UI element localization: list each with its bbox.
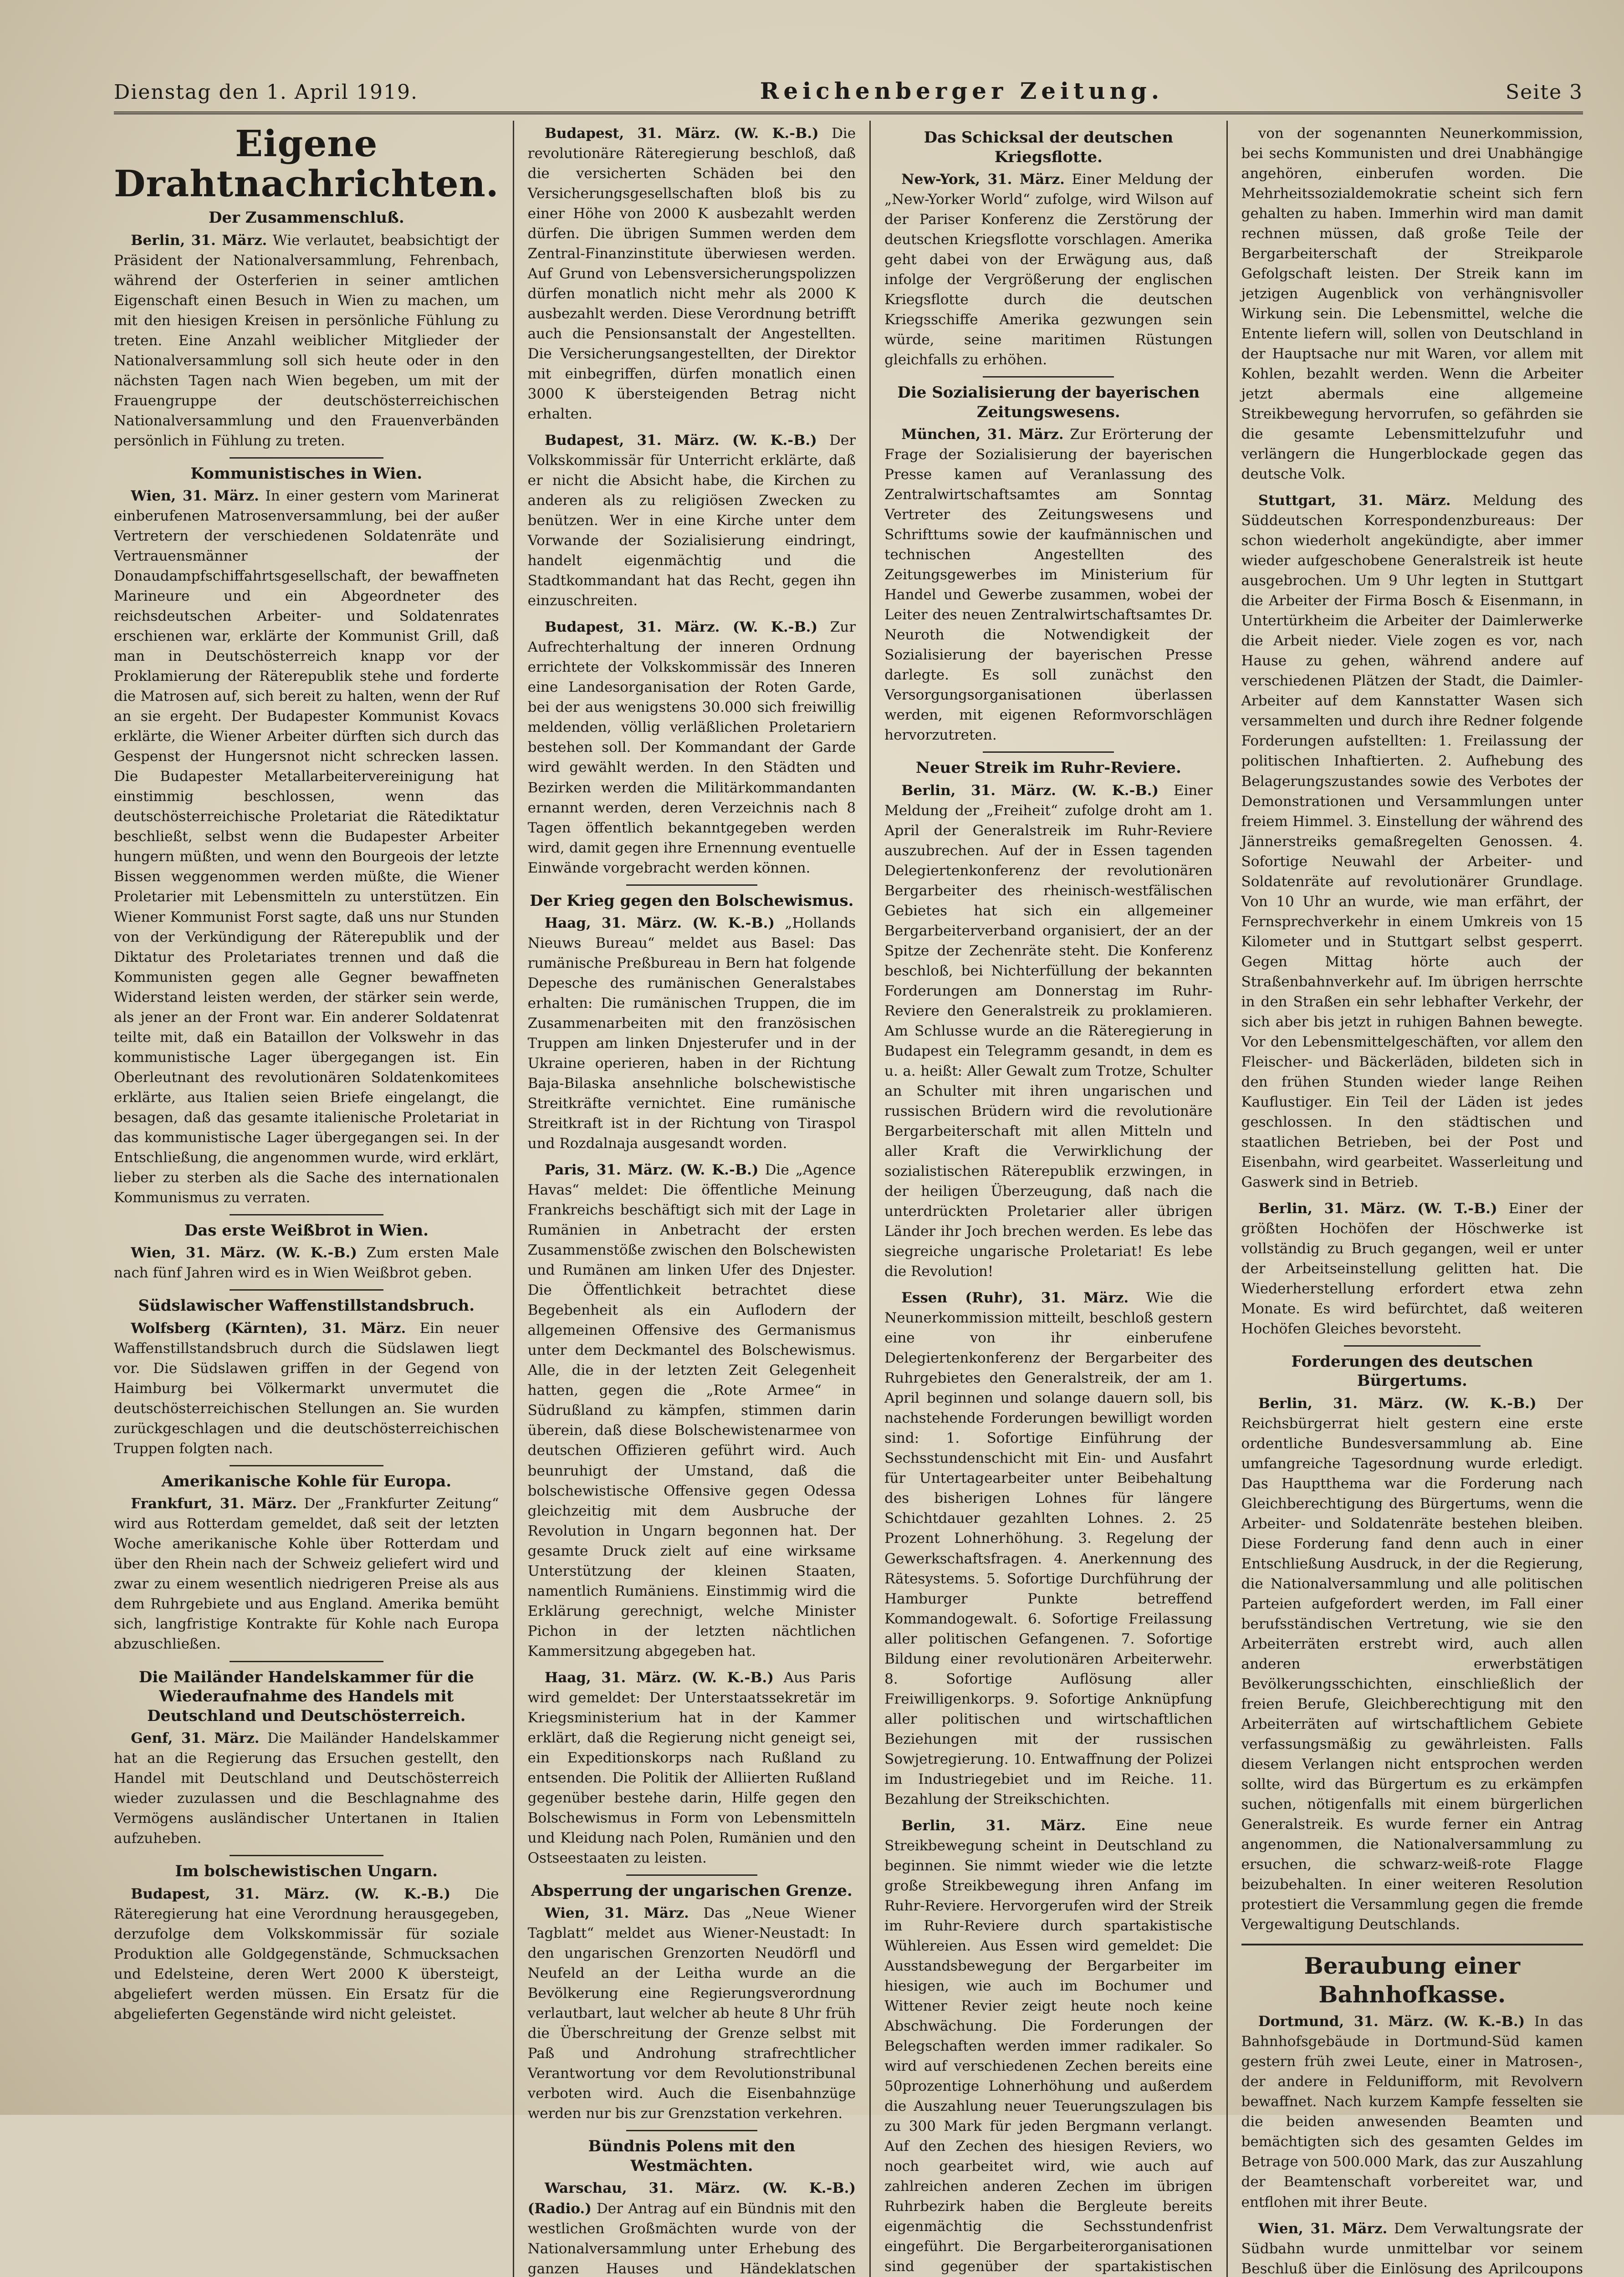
dateline: Wien, 31. März. xyxy=(545,1905,689,1921)
article-text: Zur Erörterung der Frage der Sozialisierung der bayerischen Presse kamen auf Veranlassung des Zentralwirtschaftsamtes am Sonntag Vertreter des Zeitungswesens und Schrifttums sowie der kaufmännischen und technischen Angestellten des Zeitungsgewerbes im Ministerium für Handel und Gewerbe zusammen, wobei der Leiter des neuen Zentralwirtschaftsamtes Dr. Neuroth die Notwendigkeit der Sozialisierung der bayerischen Presse darlegte. Es soll zunächst den Versorgungsorganisationen überlassen werden, mit eigenen Reformvorschlägen hervorzutreten. xyxy=(884,426,1212,743)
dateline: Berlin, 31. März. xyxy=(901,1818,1086,1834)
article-text: Zur Aufrechterhaltung der inneren Ordnung errichtete der Volkskommissär des Inneren eine Landesorganisation der Roten Garde, bei der aus wenigstens 30.000 sich freiwillig meldenden, völlig verläßlichen Proletariern bestehen soll. Der Kommandant der Garde wird gewählt werden. In den Städten und Bezirken werden die Militärkommandanten ernannt werden, deren Verzeichnis nach 8 Tagen öffentlich bekanntgegeben werden wird, damit gegen ihre Ernennung eventuelle Einwände vorgebracht werden können. xyxy=(528,619,856,876)
article-text: Der Reichsbürgerrat hielt gestern eine erste ordentliche Bundesversammlung ab. Eine umfangreiche Tagesordnung wurde erledigt. Das Hauptthema war die Forderung nach Gleichberechtigung des Bürgertums, wenn die Arbeiter- und Soldatenräte bestehen bleiben. Diese Forderung fand denn auch in einer Entschließung Ausdruck, in der die Regierung, die Nationalversammlung und alle politischen Parteien aufgefordert werden, im Fall einer berufsständischen Vertretung, wie sie den Arbeiterräten erstrebt wird, auch allen anderen erwerbstätigen Bevölkerungsschichten, einschließlich der freien Berufe, Gleichberechtigung mit den Arbeiterräten auf wirtschaftlichem Gebiete verfassungsmäßig zu gewährleisten. Falls diesem Verlangen nicht entsprochen werden sollte, wird das Bürgertum es zu erkämpfen suchen, nötigenfalls mit einem bürgerlichen Generalstreik. Es wurde ferner ein Antrag angenommen, die Nationalversammlung zu ersuchen, die schwarz-weiß-rote Flagge beizubehalten. In einer weiteren Resolution protestiert die Versammlung gegen die fremde Vergewaltigung Deutschlands. xyxy=(1241,1395,1583,1933)
article-body xyxy=(884,781,1212,1281)
dateline: Berlin, 31. März. (W. T.-B.) xyxy=(1258,1200,1497,1217)
dateline: Budapest, 31. März. (W. K.-B.) xyxy=(545,432,817,449)
dateline: Haag, 31. März. (W. K.-B.) xyxy=(545,1669,774,1686)
divider xyxy=(230,457,383,459)
article-title: Der Krieg gegen den Bolschewismus. xyxy=(528,891,856,911)
article-stuttgart-generalstreik xyxy=(1241,490,1583,1192)
article-buergertum xyxy=(1241,1345,1583,1935)
divider xyxy=(230,1855,383,1856)
article-text: Der Antrag auf ein Bündnis mit den westlichen Großmächten wurde von der Nationalversammlung unter Erhebung des ganzen Hauses und Händeklatschen xyxy=(528,2200,856,2277)
dateline: Budapest, 31. März. (W. K.-B.) xyxy=(545,619,817,635)
article-text: Die Räteregierung hat eine Verordnung herausgegeben, derzufolge dem Volkskommissär für soziale Produktion alle Goldgegenstände, Schmucksachen und Edelsteine, deren Wert 2000 K übersteigt, abgeliefert werden müssen. Ein Ersatz für die abgelieferten Gegenstände wird nicht geleistet. xyxy=(114,1886,499,2022)
dateline: Genf, 31. März. xyxy=(131,1730,259,1746)
column-4 xyxy=(1226,121,1583,2277)
article-text: Meldung des Süddeutschen Korrespondenzbureaus: Der schon wiederholt angekündigte, aber immer wieder aufgeschobene Generalstreik ist heute ausgebrochen. Um 9 Uhr legten in Stuttgart die Arbeiter der Firma Bosch & Eisenmann, in Untertürkheim die Arbeiter der Daimlerwerke die Arbeit nieder. Viele zogen es vor, nach Hause zu gehen, während andere auf verschiedenen Plätzen der Stadt, die Daimler-Arbeiter auf dem Kannstatter Wasen sich versammelten und durch ihre Redner folgende Forderungen aufstellten: 1. Freilassung der politischen Inhaftierten. 2. Aufhebung des Belagerungszustandes sowie des Verbotes der Demonstrationen und Versammlungen unter freiem Himmel. 3. Einstellung der während des Jännerstreiks gemaßregelten Genossen. 4. Sofortige Neuwahl der Arbeiter- und Soldatenräte auf revolutionärer Grundlage. Von 10 Uhr an wurde, wie man erfährt, der Fernsprechverkehr in einem Umkreis von 15 Kilometer und in Stuttgart selbst gesperrt. Gegen Mittag hörte auch der Straßenbahnverkehr auf. Im übrigen herrschte in den Straßen ein sehr lebhafter Verkehr, der sich aber bis jetzt in ruhigen Bahnen bewegte. Vor den Lebensmittelgeschäften, vor allem den Fleischer- und Bäckerläden, bildeten sich in den frühen Stunden wieder lange Reihen Kauflustiger. Ein Teil der Läden ist jedes geschlossen. In den städtischen und staatlichen Betrieben, bei der Post und Eisenbahn, wird gearbeitet. Wasserleitung und Gaswerk sind in Betrieb. xyxy=(1241,492,1583,1190)
article-body xyxy=(1241,2219,1583,2277)
article-body xyxy=(114,486,499,1208)
dateline: Dortmund, 31. März. (W. K.-B.) xyxy=(1258,2013,1525,2030)
dateline: Haag, 31. März. (W. K.-B.) xyxy=(545,915,775,931)
article-title: Neuer Streik im Ruhr-Reviere. xyxy=(884,758,1212,778)
article-essen-forderungen xyxy=(884,1288,1212,1809)
article-streik-ruhr xyxy=(884,751,1212,1281)
article-title: Die Sozialisierung der bayerischen Zeitungswesens. xyxy=(884,383,1212,422)
article-body xyxy=(884,169,1212,370)
article-paris-havas xyxy=(528,1160,856,1661)
masthead xyxy=(114,77,1583,114)
divider xyxy=(230,1661,383,1662)
divider xyxy=(983,376,1114,378)
article-sozialisierung-presse xyxy=(884,376,1212,745)
dateline: Stuttgart, 31. März. xyxy=(1258,492,1451,509)
article-text: Die revolutionäre Räteregierung beschloß, daß die versicherten Schäden bei den Versicherungsgesellschaften bloß bis zu einer Höhe von 2000 K ausbezahlt werden dürfen. Die übrigen Summen werden dem Zentral-Finanzinstitute überwiesen werden. Auf Grund von Lebensversicherungspolizzen dürfen monatlich nicht mehr als 2000 K ausbezahlt werden. Diese Verordnung betrifft auch die Pensionsanstalt der Angestellten. Die Versicherungsangestellten, der Direktor mit einbegriffen, dürfen monatlich einen 3000 K übersteigenden Betrag nicht erhalten. xyxy=(528,125,856,422)
divider xyxy=(626,2130,757,2131)
article-body xyxy=(114,230,499,451)
article-title: Amerikanische Kohle für Europa. xyxy=(114,1472,499,1491)
dateline: New-York, 31. März. xyxy=(901,171,1065,188)
article-text: Dem Verwaltungsrate der Südbahn wurde unmittelbar vor seinem Beschluß über die Einlösung des Aprilcoupons xyxy=(1241,2221,1583,2277)
article-body xyxy=(114,1494,499,1654)
newspaper-title: Reichenberger Zeitung. xyxy=(760,77,1164,104)
divider xyxy=(230,1289,383,1291)
article-buendnis-polens xyxy=(528,2130,856,2277)
article-text: Der „Frankfurter Zeitung“ wird aus Rotterdam gemeldet, daß seit der letzten Woche amerikanische Kohle über Rotterdam und über den Rhein nach der Schweiz geliefert wird und zwar zu einem wesentlich niedrigeren Preise als aus dem Ruhrgebiete und aus England. Amerika bemüht sich, langfristige Kontrakte für Kohle nach Europa abzuschließen. xyxy=(114,1496,499,1652)
article-title: Bündnis Polens mit den Westmächten. xyxy=(528,2137,856,2175)
column-2 xyxy=(513,121,869,2277)
article-mailaender-handelskammer xyxy=(114,1661,499,1849)
dateline: Wien, 31. März. xyxy=(131,488,259,504)
article-body xyxy=(1241,1199,1583,1339)
column-3 xyxy=(869,121,1226,2277)
article-text: Die „Agence Havas“ meldet: Die öffentliche Meinung Frankreichs beschäftigt sich mit der Lage in Rumänien in Anbetracht der ersten Zusammenstöße zwischen den Bolschewisten und Rumänen am linken Ufer des Dnjester. Die Öffentlichkeit betrachtet diese Begebenheit als ein Auflodern der allgemeinen Offensive des Germanismus unter dem Deckmantel des Bolschewismus. Alle, die in der letzten Zeit Gelegenheit hatten, gegen die „Rote Armee“ in Südrußland zu kämpfen, stimmen darin überein, daß diese Bolschewistenarmee von deutschen Offizieren geführt wird. Auch beunruhigt der Umstand, daß die bolschewistische Offensive gegen Odessa gleichzeitig mit dem Ausbruche der Revolution in Ungarn begonnen hat. Der gesamte Druck zielt auf eine wirksame Unterstützung der kleinen Staaten, namentlich Rumäniens. Einstimmig wird die Erklärung gerechnigt, welche Minister Pichon in der letzten nächtlichen Kammersitzung abgegeben hat. xyxy=(528,1162,856,1659)
article-body xyxy=(1241,490,1583,1192)
dateline: Wien, 31. März. (W. K.-B.) xyxy=(131,1245,357,1261)
masthead-date: Dienstag den 1. April 1919. xyxy=(114,81,418,104)
article-kriegsflotte xyxy=(884,128,1212,370)
article-body xyxy=(114,1243,499,1283)
article-title: Forderungen des deutschen Bürgertums. xyxy=(1241,1352,1583,1391)
article-berlin-streikbewegung xyxy=(884,1816,1212,2277)
article-streik-fortsetzung xyxy=(1241,123,1583,484)
article-bolschewistisches-ungarn xyxy=(114,1855,499,2024)
dateline: Berlin, 31. März. (W. K.-B.) xyxy=(901,782,1159,799)
article-text: Zum ersten Male nach fünf Jahren wird es in Wien Weißbrot geben. xyxy=(114,1245,499,1281)
article-text: Eine neue Streikbewegung scheint in Deutschland zu beginnen. Sie nimmt wieder wie die letzte große Streikbewegung ihren Anfang im Ruhr-Reviere. Hervorgerufen wird der Streik im Ruhr-Reviere durch spartakistische Wühlereien. Aus Essen wird gemeldet: Die Ausstandsbewegung der Bergarbeiter im hiesigen, wie auch im Bochumer und Wittener Revier zeigt heute noch keine Abschwächung. Die Forderungen der Belegschaften werden immer radikaler. So wird auf verschiedenen Zechen bereits eine 50prozentige Lohnerhöhung und außerdem die Auszahlung neuer Teuerungszulagen bis zu 300 Mark für jeden Bergmann verlangt. Auf den Zechen des hiesigen Reviers, wo noch gearbeitet wird, wie auch auf zahlreichen anderen Zechen im übrigen Ruhrbezirk haben die Bergleute bereits eigenmächtig die Sechsstundenfrist eingeführt. Die Bergarbeiterorganisationen sind gegenüber der spartakistischen xyxy=(884,1818,1212,2277)
article-ungarische-grenze xyxy=(528,1874,856,2124)
divider xyxy=(626,884,757,886)
article-weissbrot xyxy=(114,1214,499,1283)
article-text: Wie die Neunerkommission mitteilt, beschloß gestern eine von ihr einberufene Delegiertenkonferenz der Bergarbeiter des Ruhrgebietes den Generalstreik, der am 1. April beginnen und solange dauern soll, bis nachstehende Forderungen bewilligt worden sind: 1. Sofortige Einführung der Sechsstundenschicht mit Ein- und Ausfahrt für Untertagearbeiter unter Beibehaltung des bisherigen Lohnes für längere Schichtdauer gezahlten Lohnes. 2. 25 Prozent Lohnerhöhung. 3. Regelung der Gewerkschaftsfragen. 4. Anerkennung des Rätesystems. 5. Sofortige Durchführung der Hamburger Punkte betreffend Kommandogewalt. 6. Sofortige Freilassung aller politischen Gefangenen. 7. Sofortige Bildung einer revolutionären Arbeiterwehr. 8. Sofortige Auflösung aller Freiwilligenkorps. 9. Sofortige Anknüpfung aller politischen und wirtschaftlichen Beziehungen mit der russischen Sowjetregierung. 10. Entwaffnung der Polizei im Industriegebiet und im Reiche. 11. Bezahlung der Streikschichten. xyxy=(884,1290,1212,1807)
article-budapest-rote-garde xyxy=(528,617,856,878)
article-body xyxy=(114,1728,499,1848)
article-waffenstillstandsbruch xyxy=(114,1289,499,1459)
divider xyxy=(230,1465,383,1466)
article-budapest-versicherung xyxy=(528,123,856,424)
article-text: Der Volkskommissär für Unterricht erklärte, daß er nicht die Absicht habe, die Kirchen zu anderen als zu religiösen Zwecken zu benützen. Wer in eine Kirche unter dem Vorwande der Sozialisierung eindringt, handelt eigenmächtig und die Stadtkommandant hat das Recht, gegen ihn einzuschreiten. xyxy=(528,432,856,609)
article-text: Einer Meldung der „Freiheit“ zufolge droht am 1. April der Generalstreik im Ruhr-Reviere auszubrechen. Auf der in Essen tagenden Delegiertenkonferenz der revolutionären Bergarbeiter des rheinisch-westfälischen Gebietes hat sich ein allgemeiner Bergarbeiterverband organisiert, der an der Spitze der Zechenräte steht. Die Konferenz beschloß, bei Nichterfüllung der bekannten Forderungen am Donnerstag im Ruhr-Reviere den Generalstreik zu proklamieren. Am Schlusse wurde an die Räteregierung in Budapest ein Telegramm gesandt, in dem es u. a. heißt: Aller Gewalt zum Trotze, Schulter an Schulter mit ihren ungarischen und russischen Brüdern wird die revolutionäre Bergarbeiterschaft mit allen Mitteln und aller Kraft die Verwirklichung der sozialistischen Räterepublik erzwingen, in der heiligen Überzeugung, daß nach die unterdrückten Proletarier aller übrigen Länder ihr Joch brechen werden. Es lebe das siegreiche ungarische Proletariat! Es lebe die Revolution! xyxy=(884,782,1212,1280)
dateline: Warschau, 31. März. (W. K.-B.) (Radio.) xyxy=(528,2180,856,2216)
dateline: Paris, 31. März. (W. K.-B.) xyxy=(545,1162,759,1178)
article-haag-paris xyxy=(528,1668,856,1868)
article-text: In das Bahnhofsgebäude in Dortmund-Süd kamen gestern früh zwei Leute, einer in Matrosen-, der andere in Feldunifform, mit Revolvern bewaffnet. Nach kurzem Kampfe fesselten sie die beiden anwesenden Beamten und bemächtigten sich des gesamten Geldes im Betrage von 500.000 Mark, das zur Auszahlung der Beamtenschaft vorbereitet war, und entflohen mit ihrer Beute. xyxy=(1241,2013,1583,2210)
article-title: Beraubung einer Bahnhofkasse. xyxy=(1241,1944,1583,2009)
article-text: In einer gestern vom Marinerat einberufenen Matrosenversammlung, bei der außer Vertretern der verschiedenen Soldatenräte und Vertrauensmänner der Donaudampfschiffahrtsgesellschaft, der bewaffneten Marineure und ein Abgeordneter des reichsdeutschen Arbeiter- und Soldatenrates erschienen war, erklärte der Kommunist Grill, daß man in Deutschösterreich knapp vor der Proklamierung der Räterepublik stehe und forderte die Matrosen auf, sich bereit zu halten, wenn der Ruf an sie ergeht. Der Budapester Kommunist Kovacs erklärte, die Wiener Arbeiter dürften sich durch das Gespenst der Hungersnot nicht schrecken lassen. Die Budapester Metallarbeitervereinigung hat einstimmig beschlossen, wenn das deutschösterreichische Proletariat die Rätediktatur beschließt, selbst wenn die Budapester Arbeiter hungern müßten, und wenn den Bourgeois der letzte Bissen weggenommen werden müßte, die Wiener Proletarier mit Lebensmitteln zu unterstützen. Ein Wiener Kommunist Forst sagte, daß uns nur Stunden von der Verkündigung der Räterepublik und der Diktatur des Proletariates trennen und daß die Kommunisten gegen alle Gegner bewaffneten Widerstand leisten werden, der stärker sein werde, als jener an der Front war. Ein anderer Soldatenrat teilte mit, daß ein Bataillon der Volkswehr in das kommunistische Lager übergegangen ist. Ein Oberleutnant des revolutionären Soldatenkomitees erklärte, aus Italien seien Briefe eingelangt, die besagen, daß das gesamte italienische Proletariat in das kommunistische Lager übergegangen sei. In der Entschließung, die angenommen wurde, wird erklärt, lieber zu sterben als die Sache des internationalen Kommunismus zu verraten. xyxy=(114,488,499,1206)
article-title: Das erste Weißbrot in Wien. xyxy=(114,1221,499,1241)
article-title: Im bolschewistischen Ungarn. xyxy=(114,1862,499,1881)
article-zusammenschluss xyxy=(114,208,499,451)
article-text: Wie verlautet, beabsichtigt der Präsident der Nationalversammlung, Fehrenbach, während der Osterferien in seiner amtlichen Eigenschaft einen Besuch in Wien zu machen, um mit den hiesigen Kreisen in persönliche Fühlung zu treten. Eine Anzahl weiblicher Mitglieder der Nationalversammlung soll sich heute oder in den nächsten Tagen nach Wien begeben, um mit der Frauengruppe der deutschösterreichischen Nationalversammlung und den Frauenverbänden persönlich in Fühlung zu treten. xyxy=(114,232,499,449)
dateline: München, 31. März. xyxy=(901,426,1063,443)
article-text: Einer Meldung der „New-Yorker World“ zufolge, wird Wilson auf der Pariser Konferenz die Zerstörung der deutschen Kriegsflotte vorschlagen. Amerika geht dabei von der Erwägung aus, daß infolge der Vergrößerung der englischen Kriegsflotte durch die deutschen Kriegsschiffe Amerika gezwungen sein würde, seine maritimen Rüstungen gleichfalls zu erhöhen. xyxy=(884,171,1212,368)
divider xyxy=(626,1874,757,1876)
article-text: „Hollands Nieuws Bureau“ meldet aus Basel: Das rumänische Preßbureau in Bern hat folgende Depesche des rumänischen Generalstabes erhalten: Die rumänischen Truppen, die im Zusammenarbeiten mit den französischen Truppen am linken Dnjesterufer und in der Ukraine operieren, haben in der Richtung Baja-Bilaska ansehnliche bolschewistische Streitkräfte vernichtet. Eine rumänische Streitkraft ist in der Richtung von Tiraspol und Rozdalnaja ausgesandt worden. xyxy=(528,915,856,1152)
article-text: Das „Neue Wiener Tagblatt“ meldet aus Wiener-Neustadt: In den ungarischen Grenzorten Neudörfl und Neufeld an der Leitha wurde an die Bevölkerung eine Regierungsverordnung verlautbart, laut welcher ab heute 8 Uhr früh die Überschreitung der Grenze selbst mit Paß und Androhung strafrechtlicher Verantwortung vor dem Revolutionstribunal verboten wird. Auch die Eisenbahnzüge werden nur bis zur Grenzstation verkehren. xyxy=(528,1905,856,2122)
article-body xyxy=(528,913,856,1154)
dateline: Berlin, 31. März. (W. K.-B.) xyxy=(1258,1395,1537,1412)
article-body xyxy=(884,424,1212,745)
article-krieg-bolschewismus xyxy=(528,884,856,1154)
column-1 xyxy=(114,121,513,2277)
article-body xyxy=(114,1318,499,1459)
article-body xyxy=(528,617,856,878)
article-text: Die Mailänder Handelskammer hat an die Regierung das Ersuchen gestellt, den Handel mit Deutschland und Deutschösterreich wieder zuzulassen und die Beschlagnahme des Vermögens ausländischer Untertanen in Italien aufzuheben. xyxy=(114,1730,499,1847)
article-body xyxy=(528,430,856,611)
article-text: Aus Paris wird gemeldet: Der Unterstaatssekretär im Kriegsministerium hat in der Kammer erklärt, daß die Regierung nicht geneigt sei, ein Expeditionskorps nach Rußland zu entsenden. Die Politik der Alliierten Rußland gegenüber bestehe darin, Hilfe gegen den Bolschewismus in Form von Lebensmitteln und Kleidung nach Polen, Rumänien und den Ostseestaaten zu leisten. xyxy=(528,1669,856,1866)
divider xyxy=(983,751,1114,753)
article-title: Die Mailänder Handelskammer für die Wiederaufnahme des Handels mit Deutschland und Deutschösterreich. xyxy=(114,1668,499,1726)
dateline: Berlin, 31. März. xyxy=(131,232,267,249)
article-body xyxy=(528,123,856,424)
article-title: Das Schicksal der deutschen Kriegsflotte. xyxy=(884,128,1212,167)
article-body xyxy=(884,1816,1212,2277)
dateline: Essen (Ruhr), 31. März. xyxy=(901,1290,1129,1306)
article-body xyxy=(1241,1394,1583,1935)
dateline: Budapest, 31. März. (W. K.-B.) xyxy=(545,125,819,142)
dateline: Wien, 31. März. xyxy=(1258,2221,1388,2237)
article-hochoefen xyxy=(1241,1199,1583,1339)
article-title: Der Zusammenschluß. xyxy=(114,208,499,228)
divider xyxy=(230,1214,383,1215)
article-body xyxy=(528,1903,856,2124)
article-body: von der sogenannten Neunerkommission, bei sechs Kommunisten und drei Unabhängige angehören, einberufen worden. Die Mehrheitssozialdemokratie scheint sich fern gehalten zu haben. Immerhin wird man damit rechnen müssen, daß große Teile der Bergarbeiterschaft der Streikparole Gefolgschaft leisten. Der Streik kann im jetzigen Augenblick von verhängnisvoller Wirkung sein. Die Lebensmittel, welche die Entente liefern will, sollen von Deutschland in der Hauptsache nur mit Waren, vor allem mit Kohlen, bezahlt werden. Wenn die Arbeiter jetzt abermals eine allgemeine Streikbewegung hervorrufen, so gefährden sie die gesamte Lebensmittelzufuhr und verlängern die Hungerblockade gegen das deutsche Volk. xyxy=(1241,123,1583,484)
article-text: Ein neuer Waffenstillstandsbruch durch die Südslawen liegt vor. Die Südslawen griffen in der Gegend von Haimburg bei Völkermarkt unvermutet die deutschösterreichischen Stellungen an. Sie wurden zurückgeschlagen und die deutschösterreichischen Truppen folgten nach. xyxy=(114,1320,499,1457)
article-body xyxy=(884,1288,1212,1809)
dateline: Frankfurt, 31. März. xyxy=(131,1496,297,1512)
article-amerikanische-kohle xyxy=(114,1465,499,1654)
section-title: Eigene Drahtnachrichten. xyxy=(114,123,499,204)
article-body xyxy=(1241,2012,1583,2212)
article-text: Einer der größten Hochöfen der Höschwerke ist vollständig zu Bruch gegangen, weil er unter der Arbeitseinstellung gelitten hat. Die Wiederherstellung erfordert etwa zehn Monate. Es wird befürchtet, daß weiteren Hochöfen Gleiches bevorsteht. xyxy=(1241,1200,1583,1337)
dateline: Budapest, 31. März. (W. K.-B.) xyxy=(131,1886,450,1902)
divider xyxy=(1344,1345,1481,1347)
article-body xyxy=(528,1668,856,1868)
article-kommunistisches xyxy=(114,457,499,1208)
page-number: Seite 3 xyxy=(1506,81,1583,104)
article-budapest-kirchen xyxy=(528,430,856,611)
article-body xyxy=(528,2178,856,2277)
article-title: Südslawischer Waffenstillstandsbruch. xyxy=(114,1296,499,1316)
article-body xyxy=(114,1884,499,2024)
dateline: Wolfsberg (Kärnten), 31. März. xyxy=(131,1320,406,1337)
article-title: Absperrung der ungarischen Grenze. xyxy=(528,1881,856,1901)
article-body xyxy=(528,1160,856,1661)
article-bahnhofkasse xyxy=(1241,1944,1583,2212)
columns xyxy=(114,121,1583,2074)
article-suedbahn xyxy=(1241,2219,1583,2277)
article-title: Kommunistisches in Wien. xyxy=(114,464,499,484)
